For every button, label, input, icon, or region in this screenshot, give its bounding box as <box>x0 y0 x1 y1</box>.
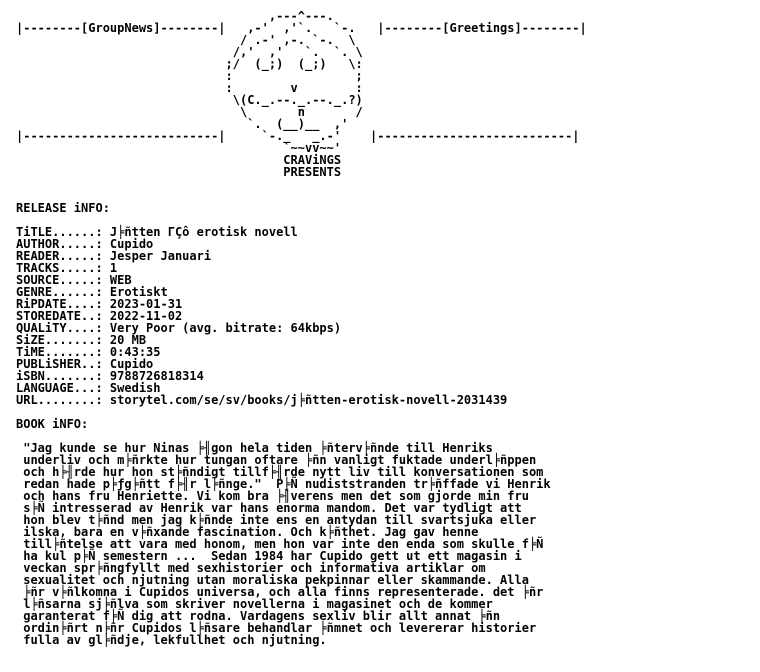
book-description-line: fulla av gl╞ñdje, lekfullhet och njutning. <box>16 633 327 647</box>
release-info-field-line: STOREDATE..: 2022-11-02 <box>16 309 183 323</box>
ascii-logo-line: ,---^---. <box>16 9 334 23</box>
group-news-header-line: |--------[GroupNews]--------| ,-' ,'`. `-. |--------[Greetings]--------| <box>16 21 587 35</box>
book-info-heading: BOOK iNFO: <box>16 417 89 431</box>
ascii-logo-line: `. (__)__ ,' <box>16 117 349 131</box>
ascii-logo-line: / .-' ,-. `-. \ <box>16 33 356 47</box>
release-info-field-line: iSBN.......: 9788726818314 <box>16 369 204 383</box>
ascii-logo-line: : v : <box>16 81 363 95</box>
book-description-line: "Jag kunde se hur Ninas ╞╢gon hela tiden ╞ñterv╞ñnde till Henriks <box>16 441 493 455</box>
crew-name-line: CRAViNGS <box>16 153 342 167</box>
ascii-logo-line: : ; <box>16 69 363 83</box>
ascii-logo-line: ;/ (_;) (_;) \: <box>16 57 363 71</box>
book-description-line: veckan spr╞ñngfyllt med sexhistorier och informativa artiklar om <box>16 561 486 575</box>
book-description-line: l╞ñsarna sj╞ñlva som skriver novellerna i magasinet och de kommer <box>16 597 493 611</box>
release-info-field-line: AUTHOR.....: Cupido <box>16 237 154 251</box>
blank-line <box>16 406 587 418</box>
presents-line: PRESENTS <box>16 165 342 179</box>
book-description-line: garanterat f╞Ñ dig att rodna. Vardagens sexliv blir allt annat ╞ñn <box>16 609 501 623</box>
release-info-field-line: PUBLiSHER..: Cupido <box>16 357 154 371</box>
release-info-field-line: READER.....: Jesper Januari <box>16 249 212 263</box>
release-info-heading: RELEASE iNFO: <box>16 201 110 215</box>
book-description-line: till╞ñtelse att vara med honom, men hon var inte den enda som skulle f╞Ñ <box>16 537 544 551</box>
book-description-line: redan hade p╞ƒg╞ñtt f╞╢r l╞ñnge." P╞Ñ nudiststranden tr╞ñffade vi Henrik <box>16 477 551 491</box>
book-description-line: hon blev t╞ñnd men jag k╞ñnde inte ens en antydan till svartsjuka eller <box>16 513 537 527</box>
book-description-line: ╞ñr v╞ñlkomna i Cupidos universa, och alla finns representerade. det ╞ñr <box>16 585 544 599</box>
release-info-field-line: TiME.......: 0:43:35 <box>16 345 161 359</box>
nfo-text-document <box>16 10 587 646</box>
release-info-field-line: URL........: storytel.com/se/sv/books/j╞ñtten-erotisk-novell-2031439 <box>16 393 508 407</box>
ascii-logo-line: /,' ,' `. `. \ <box>16 45 363 59</box>
book-description-line: ilska, bara en v╞ñxande fascination. Och k╞ñthet. Jag gav henne <box>16 525 479 539</box>
release-info-field-line: QUALiTY....: Very Poor (avg. bitrate: 64kbps) <box>16 321 342 335</box>
blank-line <box>16 178 587 190</box>
footer-divider-line: |---------------------------| `-._ _.-' |---------------------------| <box>16 129 580 143</box>
book-description-line: underliv och m╞ñrkte hur tungan oftare ╞ñn vanligt fuktade underl╞ñppen <box>16 453 537 467</box>
release-info-field-line: RiPDATE....: 2023-01-31 <box>16 297 183 311</box>
book-description-line: ordin╞ñrt n╞ñr Cupidos l╞ñsare behandlar ╞ñmnet och levererar historier <box>16 621 537 635</box>
release-info-field-line: TiTLE......: J╞ñtten ΓÇô erotisk novell <box>16 225 298 239</box>
book-description-line: och h╞╢rde hur hon st╞ñndigt tillf╞╢rde nytt liv till konversationen som <box>16 465 544 479</box>
release-info-field-line: GENRE......: Erotiskt <box>16 285 168 299</box>
release-info-field-line: LANGUAGE...: Swedish <box>16 381 161 395</box>
release-info-field-line: SiZE.......: 20 MB <box>16 333 147 347</box>
book-description-line: s╞Ñ intresserad av Henrik var hans enorma mandom. Det var tydligt att <box>16 501 522 515</box>
book-description-line: sexualitet och njutning utan moraliska pekpinnar eller skammande. Alla <box>16 573 529 587</box>
ascii-logo-line: \ n / <box>16 105 363 119</box>
book-description-line: ha kul p╞Ñ semestern ... Sedan 1984 har Cupido gett ut ett magasin i <box>16 549 522 563</box>
book-description-line: och hans fru Henriette. Vi kom bra ╞╢verens men det som gjorde min fru <box>16 489 529 503</box>
release-info-field-line: TRACKS.....: 1 <box>16 261 118 275</box>
ascii-logo-line: `~~vv~~' <box>16 141 342 155</box>
ascii-logo-line: \(C._.--._.--._.?) <box>16 93 363 107</box>
release-info-field-line: SOURCE.....: WEB <box>16 273 132 287</box>
